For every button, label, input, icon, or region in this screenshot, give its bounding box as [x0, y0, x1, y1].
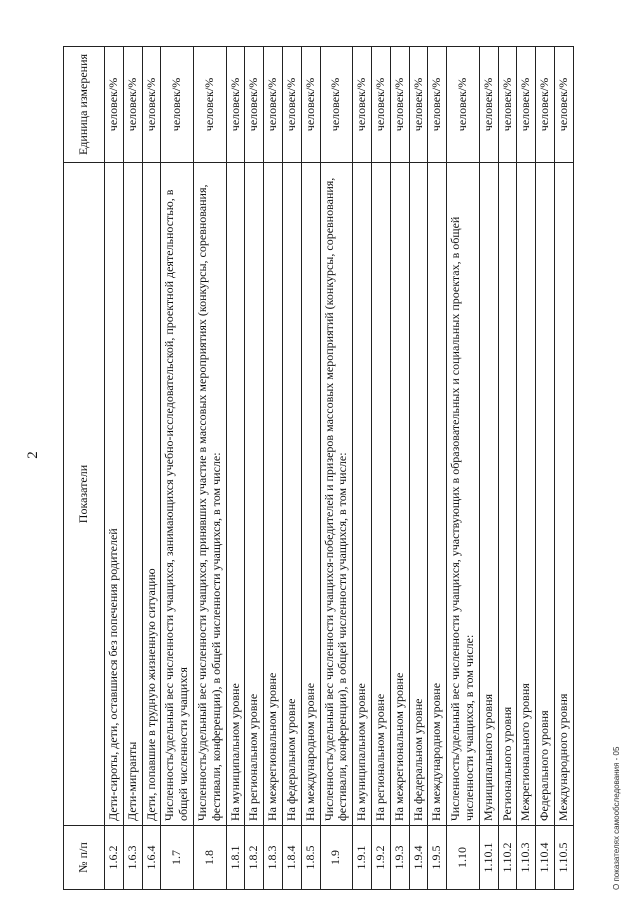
cell-number: 1.10.3: [517, 826, 536, 890]
table-row: [353, 47, 372, 890]
cell-indicator: На международном уровне: [301, 163, 320, 826]
cell-number: 1.9.4: [409, 826, 428, 890]
table-row: [554, 47, 573, 890]
cell-indicator: На межрегиональном уровне: [390, 163, 409, 826]
cell-number: 1.9: [320, 826, 353, 890]
cell-number: 1.10.4: [536, 826, 555, 890]
cell-number: 1.10.5: [554, 826, 573, 890]
indicators-table: [63, 46, 574, 890]
table-row: [536, 47, 555, 890]
cell-number: 1.6.4: [142, 826, 161, 890]
table-row: [161, 47, 194, 890]
cell-indicator: Численность/удельный вес численности учащихся, принявших участие в массовых мероприятиях (конкурсы, соревнования, фестивали, конференции), в общей численности учащихся, в том числе:: [193, 163, 226, 826]
cell-unit: человек/%: [123, 47, 142, 163]
cell-unit: человек/%: [301, 47, 320, 163]
cell-number: 1.8.3: [264, 826, 283, 890]
table-row: [264, 47, 283, 890]
table-row: [517, 47, 536, 890]
cell-unit: человек/%: [353, 47, 372, 163]
cell-indicator: Дети, попавшие в трудную жизненную ситуацию: [142, 163, 161, 826]
cell-number: 1.6.2: [105, 826, 124, 890]
table-row: [479, 47, 498, 890]
cell-unit: человек/%: [142, 47, 161, 163]
cell-indicator: Муниципального уровня: [479, 163, 498, 826]
cell-number: 1.9.5: [428, 826, 447, 890]
table-row: [301, 47, 320, 890]
cell-indicator: На муниципальном уровне: [226, 163, 245, 826]
page-number: 2: [25, 451, 41, 459]
table-row: [390, 47, 409, 890]
table-row: [105, 47, 124, 890]
cell-number: 1.8.1: [226, 826, 245, 890]
table-row: [498, 47, 517, 890]
cell-indicator: Численность/удельный вес численности учащихся, участвующих в образовательных и социальных проектах, в общей численности учащихся, в том числе:: [447, 163, 480, 826]
cell-indicator: На межрегиональном уровне: [264, 163, 283, 826]
cell-indicator: Федерального уровня: [536, 163, 555, 826]
cell-unit: человек/%: [226, 47, 245, 163]
cell-indicator: Международного уровня: [554, 163, 573, 826]
cell-indicator: Дети-мигранты: [123, 163, 142, 826]
cell-unit: человек/%: [517, 47, 536, 163]
cell-indicator: Регионального уровня: [498, 163, 517, 826]
header-unit: Единица измерения: [64, 47, 105, 163]
cell-indicator: На региональном уровне: [245, 163, 264, 826]
cell-indicator: На федеральном уровне: [409, 163, 428, 826]
cell-number: 1.8.4: [282, 826, 301, 890]
cell-indicator: Межрегионального уровня: [517, 163, 536, 826]
cell-number: 1.10: [447, 826, 480, 890]
cell-indicator: На международном уровне: [428, 163, 447, 826]
cell-unit: человек/%: [245, 47, 264, 163]
cell-unit: человек/%: [554, 47, 573, 163]
cell-unit: человек/%: [105, 47, 124, 163]
table-row: [320, 47, 353, 890]
cell-number: 1.10.2: [498, 826, 517, 890]
cell-indicator: На муниципальном уровне: [353, 163, 372, 826]
cell-unit: человек/%: [428, 47, 447, 163]
cell-number: 1.8.2: [245, 826, 264, 890]
cell-unit: человек/%: [193, 47, 226, 163]
cell-indicator: Дети-сироты, дети, оставшиеся без попечения родителей: [105, 163, 124, 826]
cell-indicator: Численность/удельный вес численности учащихся-победителей и призеров массовых мероприятий (конкурсы, соревнования, фестивали, конференции), в общей численности учащихся, в том числе:: [320, 163, 353, 826]
cell-number: 1.7: [161, 826, 194, 890]
cell-number: 1.8.5: [301, 826, 320, 890]
cell-unit: человек/%: [447, 47, 480, 163]
cell-indicator: Численность/удельный вес численности учащихся, занимающихся учебно-исследовательской, проектной деятельностью, в общей численности учащихся: [161, 163, 194, 826]
table-body: [105, 47, 574, 890]
header-indicator: Показатели: [64, 163, 105, 826]
cell-unit: человек/%: [371, 47, 390, 163]
cell-unit: человек/%: [479, 47, 498, 163]
table-row: [193, 47, 226, 890]
cell-unit: человек/%: [320, 47, 353, 163]
footer-note: О показателях самообследования - 05: [612, 746, 621, 890]
cell-number: 1.8: [193, 826, 226, 890]
cell-number: 1.6.3: [123, 826, 142, 890]
cell-indicator: На региональном уровне: [371, 163, 390, 826]
cell-unit: человек/%: [161, 47, 194, 163]
cell-number: 1.9.1: [353, 826, 372, 890]
header-number: № п/п: [64, 826, 105, 890]
cell-number: 1.9.3: [390, 826, 409, 890]
cell-unit: человек/%: [498, 47, 517, 163]
table-row: [371, 47, 390, 890]
cell-unit: человек/%: [390, 47, 409, 163]
cell-number: 1.10.1: [479, 826, 498, 890]
table-row: [123, 47, 142, 890]
table-row: [428, 47, 447, 890]
table-row: [226, 47, 245, 890]
cell-indicator: На федеральном уровне: [282, 163, 301, 826]
table-row: [409, 47, 428, 890]
table-row: [142, 47, 161, 890]
table-row: [447, 47, 480, 890]
cell-unit: человек/%: [409, 47, 428, 163]
cell-number: 1.9.2: [371, 826, 390, 890]
table-header-row: [64, 47, 105, 890]
cell-unit: человек/%: [264, 47, 283, 163]
cell-unit: человек/%: [536, 47, 555, 163]
cell-unit: человек/%: [282, 47, 301, 163]
table-row: [282, 47, 301, 890]
table-row: [245, 47, 264, 890]
